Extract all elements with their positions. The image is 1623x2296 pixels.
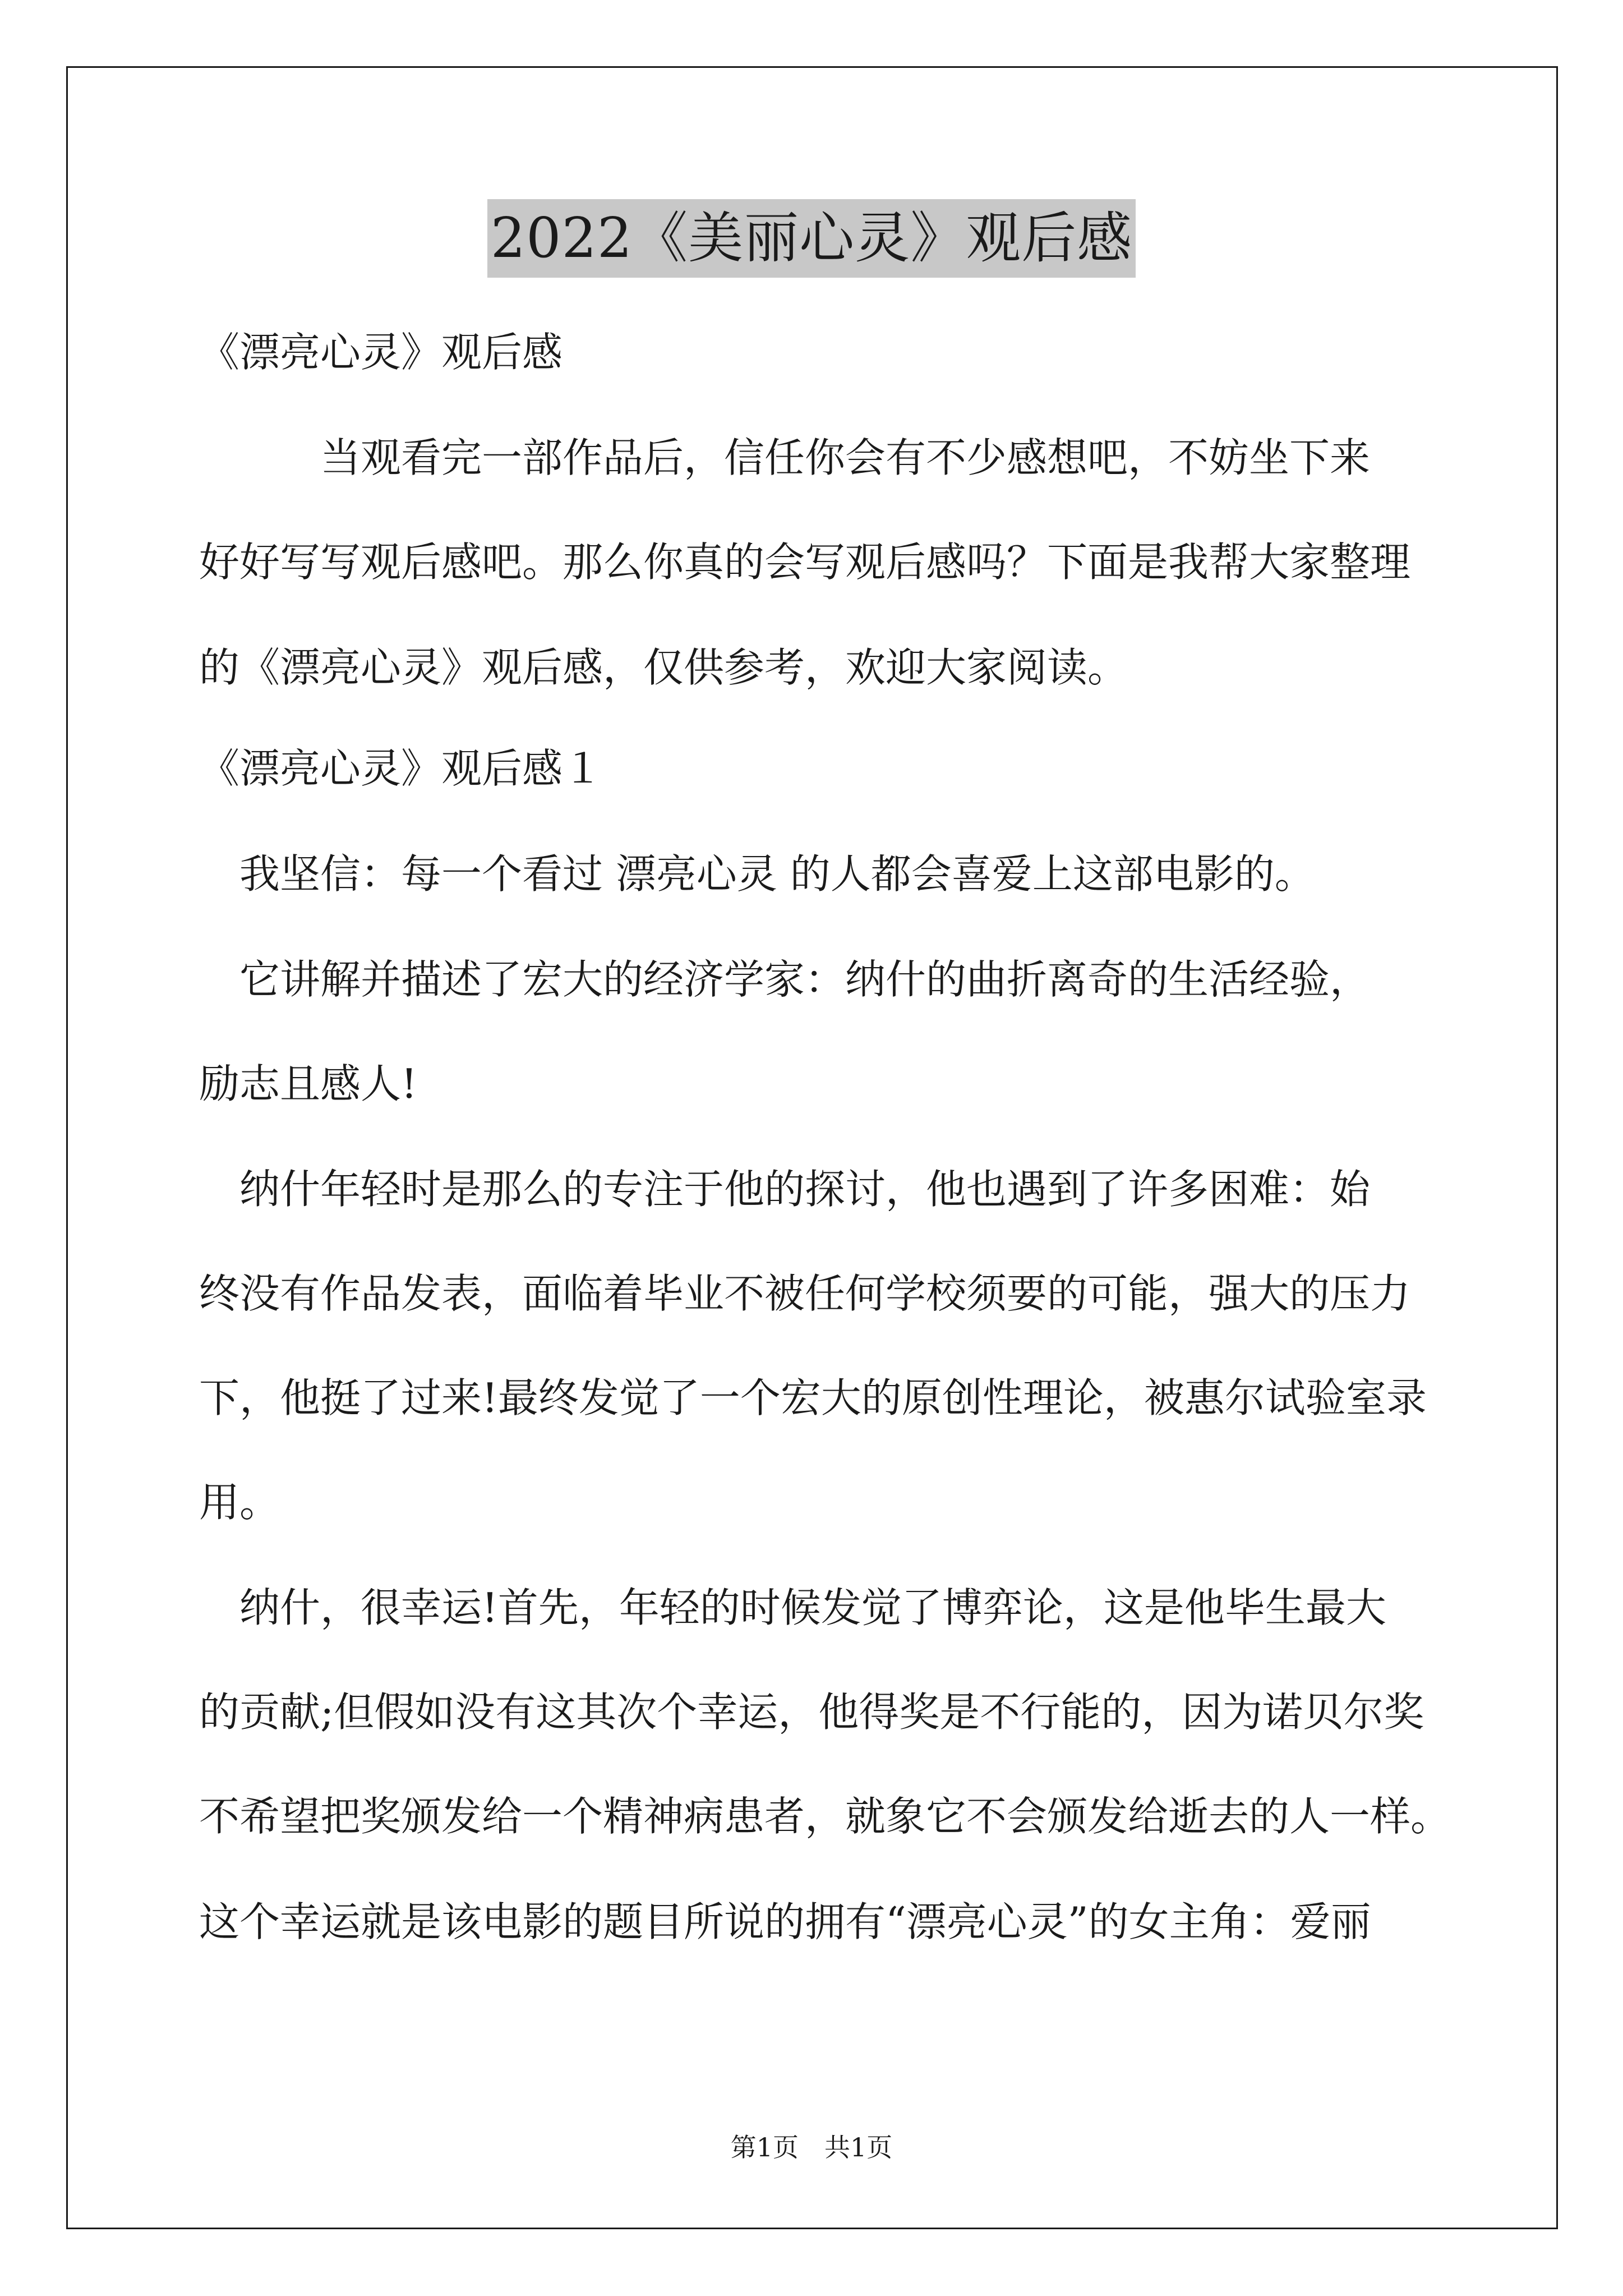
text-line: 我坚信：每一个看过 漂亮心灵 的人都会喜爱上这部电影的。 <box>199 850 1315 898</box>
text-line: 纳什年轻时是那么的专注于他的探讨，他也遇到了许多困难：始 <box>199 1166 1371 1213</box>
text-line: 不希望把奖颁发给一个精神病患者，就象它不会颁发给逝去的人一样。 <box>199 1793 1451 1840</box>
text-line: 的贡献;但假如没有这其次个幸运，他得奖是不行能的，因为诺贝尔奖 <box>199 1688 1424 1736</box>
text-line: 好好写写观后感吧。那么你真的会写观后感吗？下面是我帮大家整理 <box>199 539 1411 586</box>
text-line: 《漂亮心灵》观后感 <box>199 329 563 376</box>
text-line: 终没有作品发表，面临着毕业不被任何学校须要的可能，强大的压力 <box>199 1270 1411 1317</box>
text-line: 的《漂亮心灵》观后感，仅供参考，欢迎大家阅读。 <box>199 644 1128 691</box>
page-total: 共1页 <box>824 2132 893 2162</box>
text-line: 励志且感人! <box>199 1060 417 1107</box>
text-line: 《漂亮心灵》观后感１ <box>199 745 603 792</box>
document-title: 2022《美丽心灵》观后感 <box>487 199 1136 278</box>
title-wrap <box>0 199 1623 278</box>
text-line: 下，他挺了过来!最终发觉了一个宏大的原创性理论，被惠尔试验室录 <box>199 1374 1427 1421</box>
text-line: 这个幸运就是该电影的题目所说的拥有“漂亮心灵”的女主角：爱丽 <box>199 1898 1371 1945</box>
page-number: 第1页 <box>730 2132 799 2162</box>
text-line: 纳什，很幸运!首先，年轻的时候发觉了博弈论，这是他毕生最大 <box>199 1584 1386 1631</box>
text-line: 用。 <box>199 1479 280 1526</box>
text-line: 当观看完一部作品后，信任你会有不少感想吧，不妨坐下来 <box>199 434 1371 481</box>
page-footer <box>0 2131 1623 2164</box>
text-line: 它讲解并描述了宏大的经济学家：纳什的曲折离奇的生活经验， <box>199 956 1371 1003</box>
